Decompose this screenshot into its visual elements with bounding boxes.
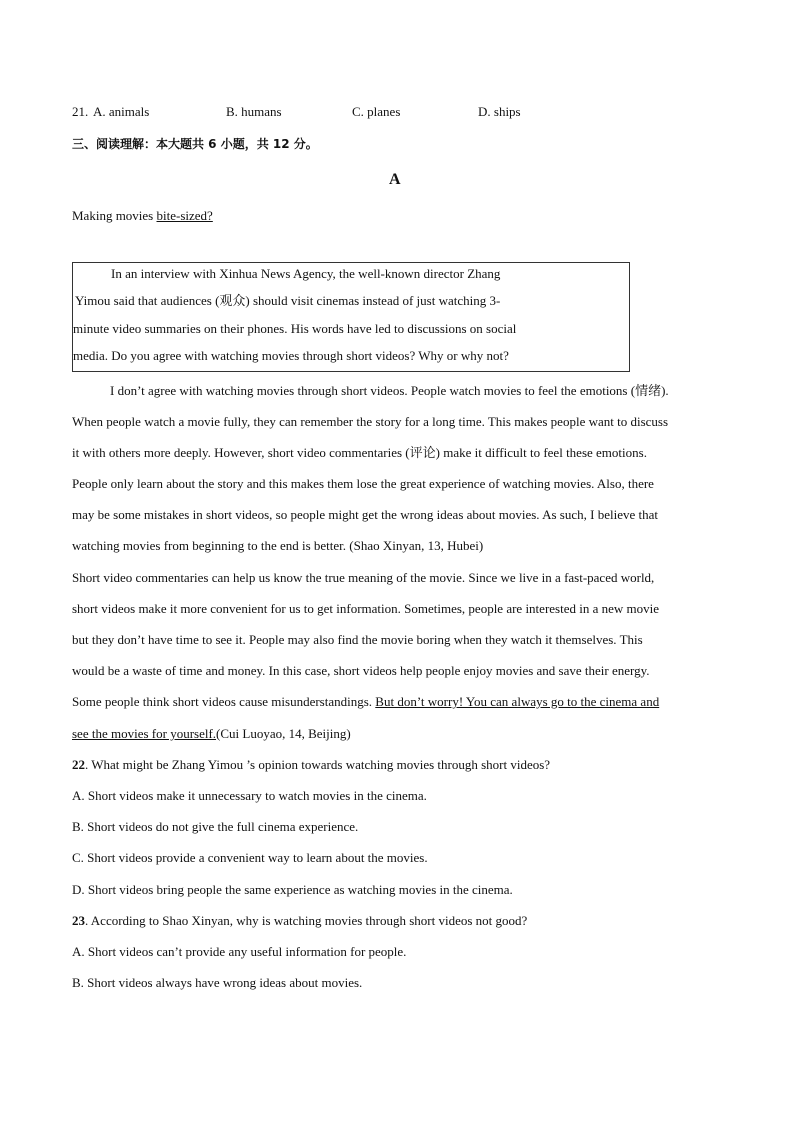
q23-stem	[72, 912, 527, 930]
passage-title-underlined: bite-sized?	[156, 208, 213, 223]
q22-stem	[72, 756, 550, 774]
section-heading: 三、阅读理解：本大题共 6 小题，共 12 分。	[72, 137, 318, 151]
intro-box	[72, 262, 630, 372]
q23-stem-text: . According to Shao Xinyan, why is watching movies through short videos not good?	[85, 913, 528, 928]
q21-row: 21.	[72, 104, 89, 119]
para2-line-4: would be a waste of time and money. In this case, short videos help people enjoy movies and save their energy.	[72, 663, 650, 678]
q22-number: 22	[72, 757, 85, 772]
passage-title-text: Making movies	[72, 208, 157, 223]
para1-line-1: I don’t agree with watching movies through short videos. People watch movies to feel the emotions (情绪).	[110, 383, 669, 398]
passage-title	[72, 208, 213, 224]
q22-option-d: D. Short videos bring people the same experience as watching movies in the cinema.	[72, 882, 513, 897]
para2-line-5	[72, 693, 659, 711]
q23-option-a: A. Short videos can’t provide any useful information for people.	[72, 944, 407, 959]
q23-option-b: B. Short videos always have wrong ideas about movies.	[72, 975, 363, 990]
q22-stem-text: . What might be Zhang Yimou ’s opinion towards watching movies through short videos?	[85, 757, 551, 772]
para2-line-3: but they don’t have time to see it. People may also find the movie boring when they watch it themselves. This	[72, 632, 643, 647]
passage-letter: A	[389, 171, 401, 188]
para1-line-3: it with others more deeply. However, short video commentaries (评论) make it difficult to feel these emotions.	[72, 445, 647, 460]
q21-option-a: A. animals	[93, 104, 150, 119]
q21-option-d: D. ships	[478, 104, 521, 119]
q22-option-c: C. Short videos provide a convenient way to learn about the movies.	[72, 850, 428, 865]
q23-number: 23	[72, 913, 85, 928]
intro-line-2: Yimou said that audiences (观众) should visit cinemas instead of just watching 3-	[75, 293, 501, 308]
para1-line-6: watching movies from beginning to the end is better. (Shao Xinyan, 13, Hubei)	[72, 538, 484, 553]
q21-option-b: B. humans	[226, 104, 282, 119]
para2-line-1: Short video commentaries can help us know the true meaning of the movie. Since we live in a fast-paced world,	[72, 570, 655, 585]
q21-option-c: C. planes	[352, 104, 401, 119]
q22-option-b: B. Short videos do not give the full cinema experience.	[72, 819, 359, 834]
para2-line-2: short videos make it more convenient for us to get information. Sometimes, people are interested in a new movie	[72, 601, 660, 616]
intro-line-4: media. Do you agree with watching movies through short videos? Why or why not?	[73, 348, 509, 363]
para2-line-6-text: (Cui Luoyao, 14, Beijing)	[216, 726, 351, 741]
para1-line-4: People only learn about the story and this makes them lose the great experience of watching movies. Also, there	[72, 476, 654, 491]
intro-line-3: minute video summaries on their phones. His words have led to discussions on social	[73, 321, 517, 336]
para1-line-2: When people watch a movie fully, they can remember the story for a long time. This makes people want to discuss	[72, 414, 669, 429]
q22-option-a: A. Short videos make it unnecessary to watch movies in the cinema.	[72, 788, 427, 803]
para1-line-5: may be some mistakes in short videos, so people might get the wrong ideas about movies. As such, I believe that	[72, 507, 658, 522]
q21-number: 21	[72, 104, 85, 119]
para2-line-6	[72, 725, 351, 743]
para2-line-6-underlined: see the movies for yourself.	[72, 726, 217, 741]
para2-line-5-underlined: But don’t worry! You can always go to the cinema and	[375, 694, 660, 709]
para2-line-5-text: Some people think short videos cause misunderstandings.	[72, 694, 376, 709]
intro-line-1: In an interview with Xinhua News Agency, the well-known director Zhang	[111, 266, 501, 281]
